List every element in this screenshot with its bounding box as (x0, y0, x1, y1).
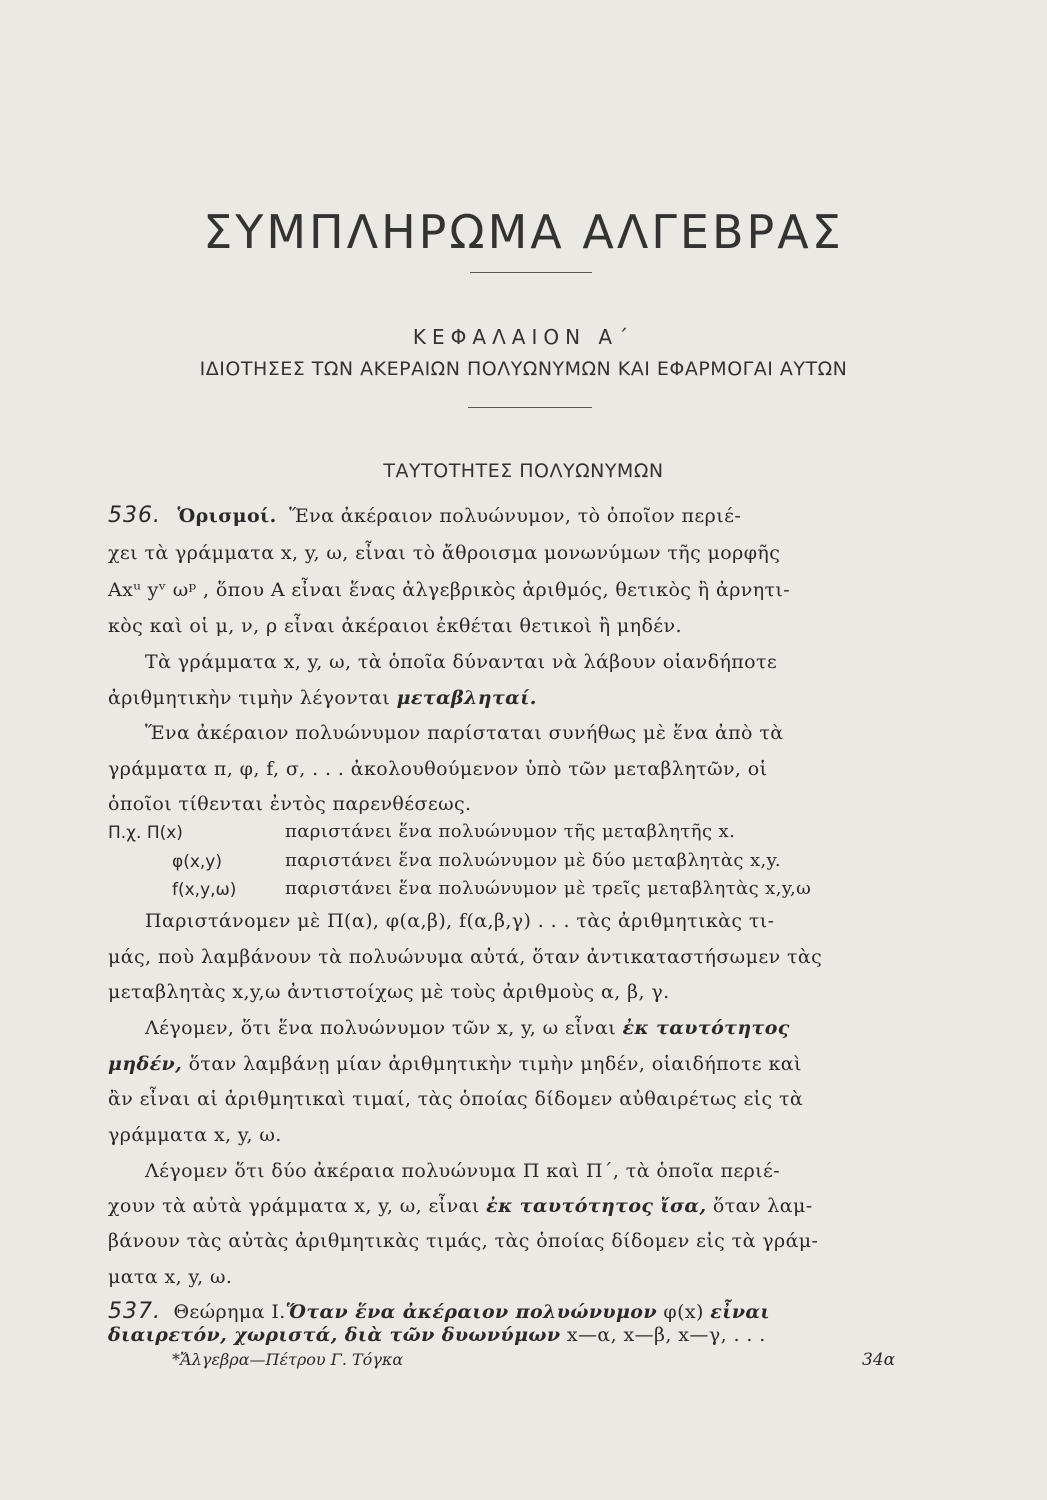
paragraph-number: 536. (108, 503, 161, 528)
example-label: Π.χ. Π(x) (108, 823, 183, 843)
text-line: γράμματα π, φ, f, σ, . . . ἀκολουθούμενον ὑπὸ τῶν μεταβλητῶν, οἱ (108, 758, 768, 780)
text-line: χει τὰ γράμματα x, y, ω, εἶναι τὸ ἄθροισμα μονωνύμων τῆς μορφῆς (108, 542, 781, 564)
example-label: f(x,y,ω) (172, 880, 237, 900)
text-line: βάνουν τὰς αὐτὰς ἀριθμητικὰς τιμάς, τὰς ὁποίας δίδομεν εἰς τὰ γράμ- (108, 1230, 819, 1252)
text: ὅταν λαμ- (706, 1195, 813, 1217)
text-line: ἂν εἶναι αἱ ἀριθμητικαὶ τιμαί, τὰς ὁποίας δίδομεν αὐθαιρέτως εἰς τὰ (108, 1088, 804, 1110)
text-line: Αxᵘ yᵛ ωᵖ , ὅπου Α εἶναι ἕνας ἀλγεβρικὸς ἀριθμός, θετικὸς ἢ ἀρνητι- (108, 579, 791, 601)
text-line: κὸς καὶ οἱ μ, ν, ρ εἶναι ἀκέραιοι ἐκθέται θετικοὶ ἢ μηδέν. (108, 615, 682, 637)
emphasis: διαιρετόν, χωριστά, διὰ τῶν δυωνύμων (108, 1324, 561, 1346)
text-line: μεταβλητὰς x,y,ω ἀντιστοίχως μὲ τοὺς ἀριθμοὺς α, β, γ. (108, 981, 670, 1003)
emphasis: ἐκ ταυτότητος ἴσα, (486, 1195, 707, 1217)
title-divider (470, 272, 592, 273)
text: Ἕνα ἀκέραιον πολυώνυμον, τὸ ὁποῖον περιέ- (289, 505, 742, 527)
text-line: Τὰ γράμματα x, y, ω, τὰ ὁποῖα δύνανται νὰ λάβουν οἱανδήποτε (145, 651, 778, 673)
text-line (108, 686, 948, 710)
chapter-title: ΙΔΙΟΤΗΣΕΣ ΤΩΝ ΑΚΕΡΑΙΩΝ ΠΟΛΥΩΝΥΜΩΝ ΚΑΙ ΕΦΑΡΜΟΓΑΙ ΑΥΤΩΝ (199, 358, 848, 380)
text: φ(x) (656, 1301, 711, 1323)
emphasis: εἶναι (710, 1301, 771, 1323)
paragraph-heading: Θεώρημα Ι. (173, 1301, 286, 1323)
text-line (108, 1052, 948, 1076)
emphasis: μηδέν, (108, 1053, 183, 1075)
paragraph-number: 537. (108, 1299, 161, 1324)
text-line: Λέγομεν ὅτι δύο ἀκέραια πολυώνυμα Π καὶ Π΄, τὰ ὁποῖα περιέ- (145, 1160, 781, 1182)
text: x—α, x—β, x—γ, . . . (560, 1324, 766, 1346)
text-line (108, 1323, 948, 1347)
book-title: ΣΥΜΠΛΗΡΩΜΑ ΑΛΓΕΒΡΑΣ (203, 205, 844, 259)
paragraph-heading: Ὁρισμοί. (177, 505, 277, 527)
text: Λέγομεν, ὅτι ἕνα πολυώνυμον τῶν x, y, ω εἶναι (145, 1017, 623, 1039)
chapter-divider (468, 407, 592, 408)
text-line (108, 1194, 948, 1218)
emphasis: Ὅταν ἕνα ἀκέραιον πολυώνυμον (285, 1301, 657, 1323)
text-line: μάς, ποὺ λαμβάνουν τὰ πολυώνυμα αὐτά, ὅταν ἀντικαταστήσωμεν τὰς (108, 946, 823, 968)
footer-signature: *Ἄλγεβρα—Πέτρου Γ. Τόγκα (172, 1350, 404, 1369)
text-line: ματα x, y, ω. (108, 1266, 233, 1288)
emphasis: ἐκ ταυτότητος (622, 1017, 790, 1039)
text: ὅταν λαμβάνῃ μίαν ἀριθμητικὴν τιμὴν μηδέν, οἱαιδήποτε καὶ (182, 1053, 802, 1075)
section-heading: ΤΑΥΤΟΤΗΤΕΣ ΠΟΛΥΩΝΥΜΩΝ (383, 460, 664, 482)
text-line: γράμματα x, y, ω. (108, 1124, 282, 1146)
emphasis: μεταβληταί. (396, 687, 537, 709)
paragraph-537-line-1 (108, 1300, 948, 1324)
example-text: παριστάνει ἕνα πολυώνυμον τῆς μεταβλητῆς x. (285, 821, 736, 842)
example-text: παριστάνει ἕνα πολυώνυμον μὲ τρεῖς μεταβλητὰς x,y,ω (285, 878, 812, 899)
footer-page-mark: 34α (862, 1350, 896, 1370)
example-label: φ(x,y) (172, 852, 223, 872)
text: χουν τὰ αὐτὰ γράμματα x, y, ω, εἶναι (108, 1195, 487, 1217)
text-line: Ἕνα ἀκέραιον πολυώνυμον παρίσταται συνήθως μὲ ἕνα ἀπὸ τὰ (145, 722, 784, 744)
chapter-heading: ΚΕΦΑΛΑΙΟΝ Α΄ (412, 325, 635, 349)
text-line: Παριστάνομεν μὲ Π(α), φ(α,β), f(α,β,γ) . . . τὰς ἀριθμητικὰς τι- (145, 910, 775, 932)
text-line (145, 1016, 945, 1040)
example-text: παριστάνει ἕνα πολυώνυμον μὲ δύο μεταβλητὰς x,y. (285, 850, 781, 871)
paragraph-536-line-1 (108, 504, 948, 528)
text: ἀριθμητικὴν τιμὴν λέγονται (108, 687, 397, 709)
text-line: ὁποῖοι τίθενται ἐντὸς παρενθέσεως. (108, 793, 472, 815)
